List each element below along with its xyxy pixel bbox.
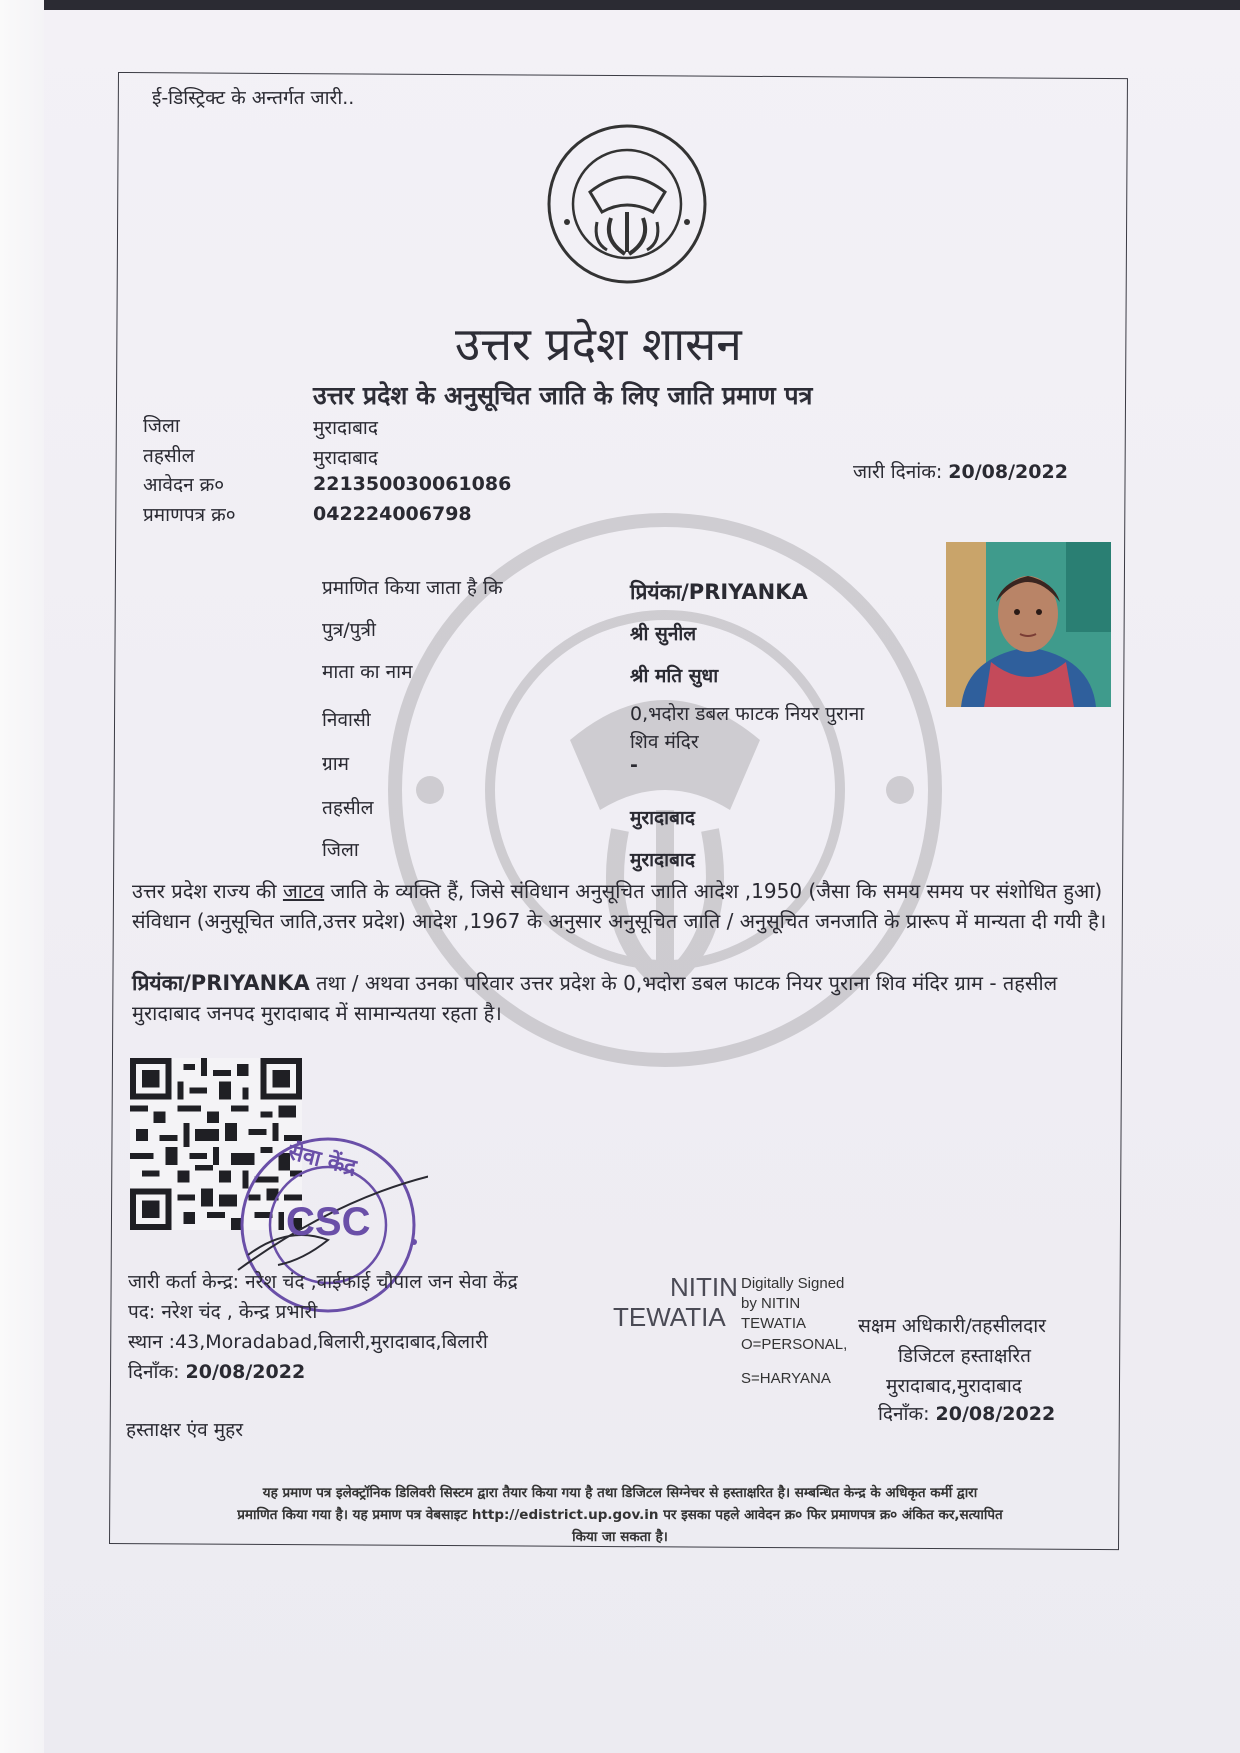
authority-date-label: दिनाँक: xyxy=(878,1403,930,1425)
detail-label-mother: माता का नाम xyxy=(322,661,413,683)
detail-label-district: जिला xyxy=(322,839,359,861)
detail-label-tehsil: तहसील xyxy=(322,797,374,819)
detail-value-village: - xyxy=(630,754,638,776)
scan-top-edge xyxy=(0,0,1240,10)
issuer-post: पद: नरेश चंद , केन्द्र प्रभारी xyxy=(128,1301,318,1323)
residence-person-name: प्रियंका/PRIYANKA xyxy=(132,971,310,995)
authority-date-value: 20/08/2022 xyxy=(935,1403,1056,1425)
signature-line-2: by NITIN xyxy=(741,1295,801,1312)
csc-stamp-center-text: CSC xyxy=(286,1200,371,1244)
issuer-place: स्थान :43,Moradabad,बिलारी,मुरादाबाद,बिलारी xyxy=(128,1331,488,1353)
scan-left-edge xyxy=(0,0,44,1753)
detail-label-resident: निवासी xyxy=(322,709,371,731)
application-number-label: आवेदन क्र० xyxy=(143,474,225,496)
signature-line-1: Digitally Signed xyxy=(741,1275,845,1292)
footer-line-2: प्रमाणित किया गया है। यह प्रमाण पत्र वेबसाइट http://edistrict.up.gov.in पर इसका पहले आवेदन क्र० फिर प्रमाणपत्र क्र० अंकित कर,सत्यापित xyxy=(237,1507,1003,1523)
residence-statement-rest: तथा / अथवा उनका परिवार उत्तर प्रदेश के 0,भदोरा डबल फाटक नियर पुराना शिव मंदिर ग्राम - तहसील मुरादाबाद जनपद मुरादाबाद में सामान्यतया रहता है। xyxy=(132,971,1058,1025)
signature-line-4: O=PERSONAL, xyxy=(741,1336,848,1353)
signer-first-name: NITIN xyxy=(670,1272,738,1302)
district-value: मुरादाबाद xyxy=(313,417,378,439)
detail-value-district: मुरादाबाद xyxy=(630,849,695,871)
issue-date-value: 20/08/2022 xyxy=(948,461,1068,483)
signer-last-name: TEWATIA xyxy=(613,1302,726,1332)
authority-date xyxy=(878,1400,1055,1426)
residence-statement xyxy=(132,968,1112,1028)
government-heading: उत्तर प्रदेश शासन xyxy=(455,317,742,371)
district-label: जिला xyxy=(143,415,180,437)
certificate-number-label: प्रमाणपत्र क्र० xyxy=(143,504,236,526)
signature-line-5: S=HARYANA xyxy=(741,1370,831,1387)
certificate-number-value: 042224006798 xyxy=(313,503,472,525)
footer-line-1: यह प्रमाण पत्र इलेक्ट्रॉनिक डिलिवरी सिस्टम द्वारा तैयार किया गया है तथा डिजिटल सिग्नेचर से हस्ताक्षरित है। सम्बन्धित केन्द्र के अधिकृत कर्मी द्वारा xyxy=(262,1485,978,1501)
detail-value-address-line2: शिव मंदिर xyxy=(630,731,699,753)
detail-label-certified: प्रमाणित किया जाता है कि xyxy=(322,577,503,599)
detail-label-child-of: पुत्र/पुत्री xyxy=(322,619,376,641)
detail-value-address: 0,भदोरा डबल फाटक नियर पुराना xyxy=(630,703,865,725)
application-number-value: 221350030061086 xyxy=(313,473,512,495)
detail-value-tehsil: मुरादाबाद xyxy=(630,807,695,829)
issue-date xyxy=(853,458,1068,484)
issuer-date-value: 20/08/2022 xyxy=(185,1361,306,1383)
caste-name: जाटव xyxy=(282,879,325,903)
authority-title: सक्षम अधिकारी/तहसीलदार xyxy=(858,1315,1046,1337)
detail-label-village: ग्राम xyxy=(322,753,349,775)
caste-statement-rest: जाति के व्यक्ति हैं, जिसे संविधान अनुसूचित जाति आदेश ,1950 (जैसा कि समय समय पर संशोधित हुआ) संविधान (अनुसूचित जाति,उत्तर प्रदेश) आदेश ,1967 के अनुसार अनुसूचित जाति / अनुसूचित जनजाति के प्रारूप में मान्यता दी गयी है। xyxy=(132,879,1107,933)
authority-place: मुरादाबाद,मुरादाबाद xyxy=(886,1375,1022,1397)
certificate-title: उत्तर प्रदेश के अनुसूचित जाति के लिए जाति प्रमाण पत्र xyxy=(313,381,813,410)
signature-line-3: TEWATIA xyxy=(741,1315,806,1332)
authority-signed: डिजिटल हस्ताक्षरित xyxy=(898,1345,1031,1367)
footer-line-3: किया जा सकता है। xyxy=(572,1529,668,1545)
issuer-date-label: दिनाँक: xyxy=(128,1361,180,1383)
verification-footer xyxy=(130,1482,1110,1548)
issue-date-label: जारी दिनांक: xyxy=(853,461,943,483)
detail-value-mother: श्री मति सुधा xyxy=(630,665,719,687)
caste-statement-start: उत्तर प्रदेश राज्य की xyxy=(132,879,283,903)
up-government-emblem-icon xyxy=(545,122,710,287)
detail-value-name: प्रियंका/PRIYANKA xyxy=(630,580,808,604)
tehsil-value: मुरादाबाद xyxy=(313,447,378,469)
signature-and-seal-label: हस्ताक्षर एंव मुहर xyxy=(126,1419,243,1441)
issued-under-label: ई-डिस्ट्रिक्ट के अन्तर्गत जारी.. xyxy=(152,87,355,109)
issuer-date xyxy=(128,1358,305,1384)
applicant-photo xyxy=(946,542,1111,707)
caste-statement xyxy=(132,876,1112,936)
tehsil-label: तहसील xyxy=(143,445,195,467)
csc-stamp-top-text: सेवा केंद्र xyxy=(285,1139,359,1181)
issuing-center: जारी कर्ता केन्द्र: नरेश चंद ,वाईफाई चौपाल जन सेवा केंद्र xyxy=(128,1271,518,1293)
detail-value-father: श्री सुनील xyxy=(630,623,697,645)
